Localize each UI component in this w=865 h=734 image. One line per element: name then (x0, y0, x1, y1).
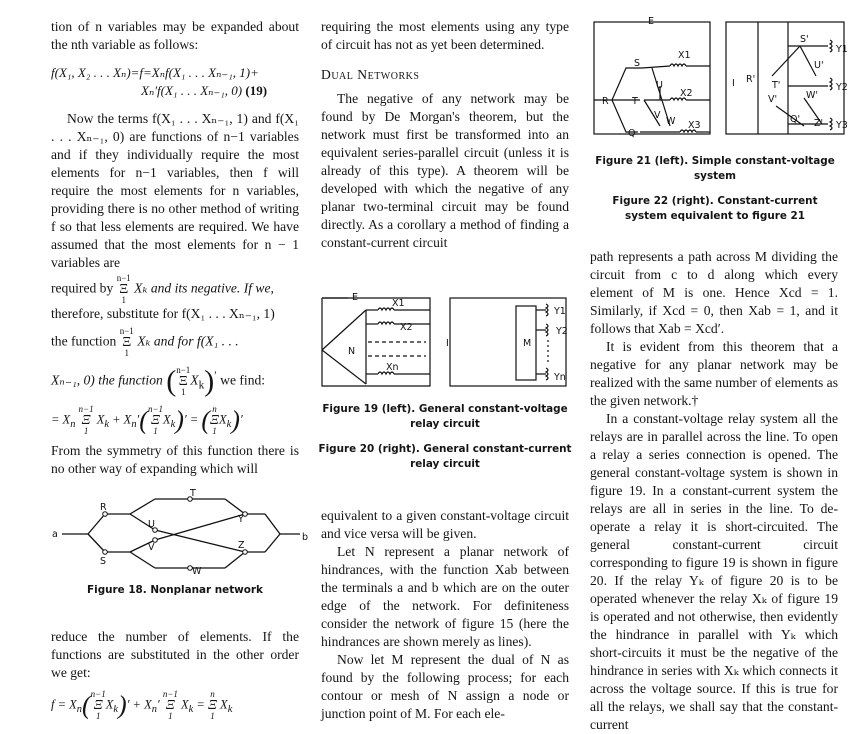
label-y2: Y2 (556, 326, 568, 337)
column-1-bottom (51, 628, 299, 721)
section-heading: Dual Networks (321, 67, 420, 82)
label-x1: X1 (392, 298, 405, 309)
label-w-prime: W' (806, 90, 819, 101)
figure-21-caption: Figure 21 (left). Simple constant-voltage system (595, 155, 835, 182)
label-m: M (523, 338, 532, 349)
label-y3: Y3 (836, 120, 848, 131)
paragraph: tion of n variables may be expanded about the nth variable as follows: (51, 19, 299, 52)
paragraph: therefore, substitute for f(X₁ . . . Xₙ₋₁, 1) (51, 306, 275, 321)
label-a: a (52, 529, 58, 540)
equation-expansion: = $X_n$ n−1 Ξ 1 $X_k + X_n'(n-1$ Ξ $1X_k)'$ = ( n Ξ $1X_k)'$ (51, 404, 243, 436)
figure-21-22-diagram (590, 16, 850, 140)
label-v: V (148, 542, 155, 553)
label-s: S (634, 58, 641, 69)
column-3 (590, 248, 838, 734)
sum-line: required by n−1 Ξ 1 Xₖ and its negative. If we, (51, 273, 274, 305)
label-y2: Y2 (836, 82, 848, 93)
label-b: b (302, 532, 309, 543)
label-r: R (100, 502, 107, 513)
label-e: E (648, 16, 655, 27)
paragraph: equivalent to a given constant-voltage circuit and vice versa will be given. (321, 508, 569, 541)
label-x2: X2 (680, 88, 693, 99)
label-x1: X1 (678, 50, 691, 61)
label-y: Y (238, 514, 244, 525)
label-xn: Xn (386, 362, 399, 373)
label-u-prime: U' (814, 60, 824, 71)
label-q-prime: Q' (790, 114, 801, 125)
paragraph: The negative of any network may be found by De Morgan's theorem, but the network must first be transformed into an equivalent series-parallel circuit (unless it is already of this type). A theorem will be developed with which the negative of any planar two-terminal circuit may be found directly. As a corollary a method of finding a constant-current circuit (321, 91, 569, 250)
label-n: N (348, 346, 356, 357)
figure-18-caption: Figure 18. Nonplanar network (87, 584, 263, 596)
label-r: R (602, 96, 609, 107)
label-w: W (666, 116, 676, 127)
paragraph: Now let M represent the dual of N as found by the following process; for each contour or mesh of N assign a node or junction point of M. For each ele- (321, 652, 569, 721)
figure-18-diagram (50, 490, 310, 580)
sum-symbol: n−1 Ξ 1 (116, 273, 131, 305)
sum-line: the function n−1 Ξ 1 Xₖ and for f(X₁ . . . (51, 326, 239, 358)
sum-symbol: n−1 Ξ 1 (119, 326, 134, 358)
label-s-prime: S' (800, 34, 809, 45)
label-w: W (192, 566, 202, 577)
figure-19-caption: Figure 19 (left). General constant-voltage relay circuit (322, 403, 568, 430)
paragraph: reduce the number of elements. If the functions are substituted in the other order we get: (51, 629, 299, 680)
column-2 (321, 18, 569, 252)
figure-20-caption: Figure 20 (right). General constant-current relay circuit (318, 443, 572, 470)
label-y1: Y1 (836, 44, 848, 55)
label-z: Z (238, 540, 245, 551)
equation-19: f(X₁, X₂ . . . Xₙ)=f=Xₙf(X₁ . . . Xₙ₋₁, 1)+ Xₙ′f(X₁ . . . Xₙ₋₁, 0) (19) (51, 65, 268, 98)
paragraph: path represents a path across M dividing the circuit from c to d along which every element of M is one. Hence Xcd = 1. Similarly, if Xcd = 0, then Xab = 1, and it follows that Xab = Xcd′. (590, 249, 838, 336)
column-2-bottom (321, 507, 569, 723)
label-v-prime: V' (768, 94, 778, 105)
label-v: V (654, 110, 661, 121)
label-u: U (656, 80, 663, 91)
sum-symbol: n−1 Ξ 1 (176, 365, 191, 397)
label-r-prime: R' (746, 74, 756, 85)
column-1 (51, 18, 299, 478)
label-q: Q (628, 128, 636, 139)
label-z-prime: Z' (814, 118, 824, 129)
label-x3: X3 (688, 120, 701, 131)
paragraph: Let N represent a planar network of hindrances, with the function Xab between the terminals a and b which are on the outer edge of the network. For definiteness consider the network of figure 15 (here the hindrances are shown merely as lines). (321, 544, 569, 649)
figure-22-caption: Figure 22 (right). Constant-current system equivalent to figure 21 (612, 195, 818, 222)
label-i: I (446, 338, 449, 349)
paragraph: From the symmetry of this function there is no other way of expanding which will (51, 443, 299, 476)
paragraph: requiring the most elements using any type of circuit has not as yet been determined. (321, 19, 569, 52)
label-yn: Yn (554, 372, 566, 383)
equation-substituted: $f = X_n(n-1$ Ξ $1X_k)' + X_n'$ n−1 Ξ 1 $X_k = n$ Ξ 1 $X_k$ (51, 689, 233, 721)
sum-line: Xₙ₋₁, 0) the function (n−1 Ξ $1X_k)'$ we find: (51, 364, 266, 398)
label-u: U (148, 519, 155, 530)
paragraph: In a constant-voltage relay system all the relays are in parallel across the line. To open a relay a series connection is opened. The general constant-voltage system is shown in figure 19. In a constant-current system the relays are all in series in the line. To de-operate a relay it is short-circuited. The general constant-current circuit corresponding to figure 19 is shown in figure 20. If the relay Yₖ of figure 20 is to be operated whenever the relay Xₖ of figure 19 is operated and not otherwise, then evidently the hindrance in parallel with Yₖ which short-circuits it must be the negative of the hindrance in series with Xₖ which connects it across the voltage source. If this is true for all the relays, we shall say that the constant-current (590, 411, 838, 732)
label-e: E (352, 292, 359, 303)
label-y1: Y1 (554, 306, 566, 317)
label-t: T (190, 488, 196, 499)
figure-19-20-diagram (318, 290, 574, 390)
label-x2: X2 (400, 322, 413, 333)
label-i: I (732, 78, 735, 89)
label-t-prime: T' (772, 80, 781, 91)
label-s: S (100, 556, 107, 567)
paragraph: It is evident from this theorem that a negative for any planar network may be realized with the same number of elements as the given network.† (590, 339, 838, 408)
paragraph: Now the terms f(X₁ . . . Xₙ₋₁, 1) and f(X₁ . . . Xₙ₋₁, 0) are functions of n−1 variables and if they individually require the most elements for n−1 variables, then f will require the most elements for n variables, providing there is no other method of writing f so that less elements are required. We have assumed that the most elements for n − 1 variables are (51, 111, 299, 270)
label-t: T (632, 96, 638, 107)
